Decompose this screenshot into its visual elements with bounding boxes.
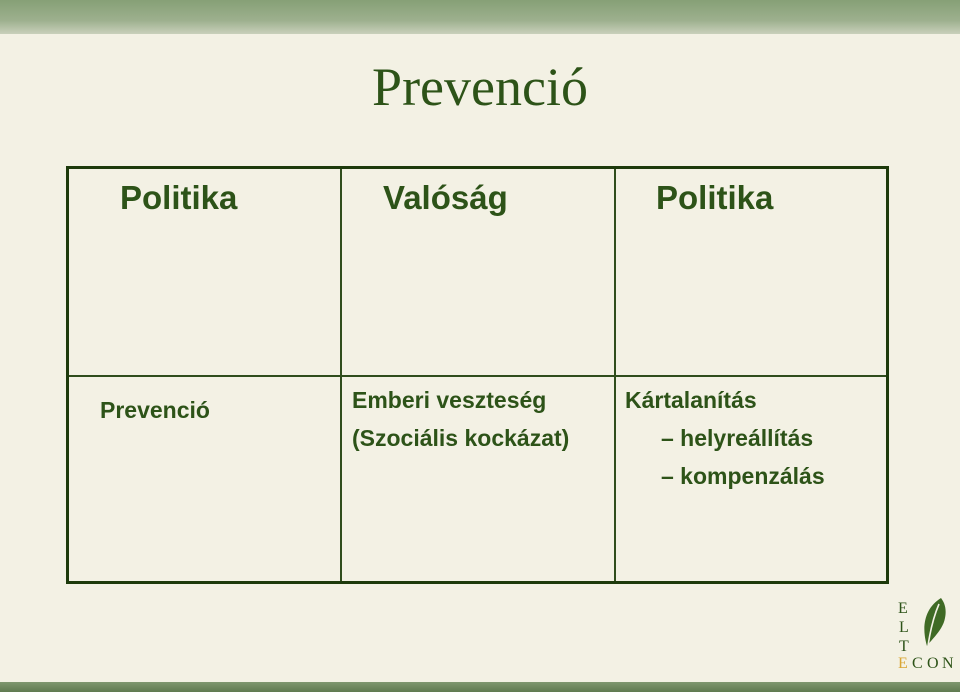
bottom-decor-bar (0, 682, 960, 692)
logo-letter-e-accent: E (898, 655, 908, 672)
content-table (66, 166, 889, 584)
row-divider (69, 375, 886, 377)
header-politika-right: Politika (656, 179, 774, 216)
cell-szocialis-kockazat: (Szociális kockázat) (352, 425, 570, 451)
top-decor-bar (0, 0, 960, 34)
elte-econ-logo (893, 596, 959, 674)
slide-title: Prevenció (372, 57, 588, 117)
cell-kompenzalas: – kompenzálás (661, 463, 825, 489)
cell-emberi-veszteseg: Emberi veszteség (352, 387, 547, 413)
cell-kartalanitas: Kártalanítás (625, 387, 757, 413)
header-politika-left: Politika (120, 179, 238, 216)
logo-letter-t: T (899, 638, 909, 655)
header-valosag: Valóság (383, 179, 508, 216)
leaf-icon (919, 596, 949, 652)
logo-letter-c: C (912, 655, 923, 672)
row-label-prevencio: Prevenció (100, 397, 210, 423)
logo-letter-n: N (942, 655, 954, 672)
logo-letter-o: O (927, 655, 939, 672)
cell-helyreallitas: – helyreállítás (661, 425, 814, 451)
logo-letter-e: E (898, 600, 908, 617)
logo-letter-l: L (899, 619, 909, 636)
